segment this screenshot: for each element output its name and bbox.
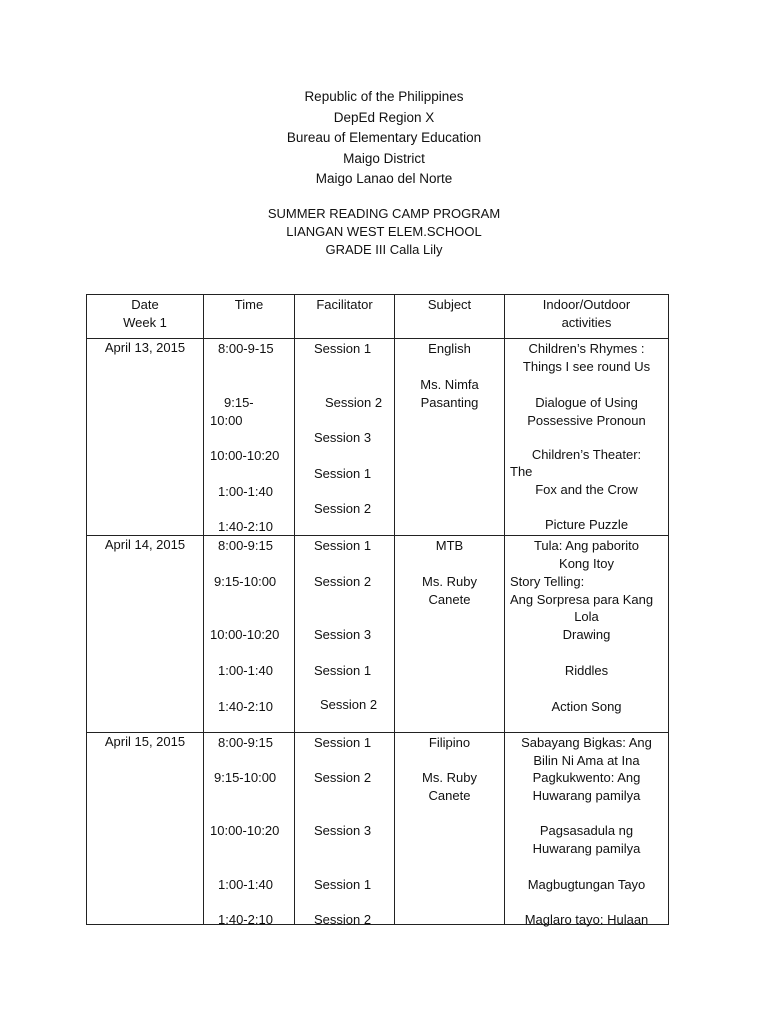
time-slot: 8:00-9-15 [218, 341, 274, 356]
activity-line: Pagkukwento: Ang [532, 770, 641, 785]
activity-line: Children’s Theater: [531, 447, 642, 462]
activity-line: The [510, 464, 533, 479]
activity-line: Huwarang pamilya [532, 788, 641, 803]
session-label: Session 2 [314, 574, 372, 589]
activity-line: Bilin Ni Ama at Ina [533, 753, 640, 768]
header-activities-label: Indoor/Outdoor [542, 297, 631, 312]
subject-name: English [428, 341, 471, 356]
activity-line: Lola [574, 609, 599, 624]
activities-cell [505, 536, 669, 733]
table-row [87, 339, 669, 536]
session-label: Session 1 [314, 877, 372, 892]
header-line-location: Maigo Lanao del Norte [315, 171, 453, 186]
activity-line: Drawing [562, 627, 611, 642]
teacher-surname: Canete [428, 592, 471, 607]
header-line-bureau: Bureau of Elementary Education [286, 130, 482, 145]
activity-line: Things I see round Us [522, 359, 651, 374]
session-label: Session 1 [314, 663, 372, 678]
table-header-row [87, 295, 669, 339]
time-slot: 1:40-2:10 [218, 519, 273, 534]
date-text: April 14, 2015 [104, 537, 186, 552]
activity-line: Dialogue of Using [535, 395, 638, 410]
subject-name: MTB [435, 538, 464, 553]
activity-line: Pagsasadula ng [539, 823, 634, 838]
time-slot: 10:00 [210, 413, 243, 428]
header-facilitator-label: Facilitator [316, 297, 373, 312]
activity-line: Kong Itoy [559, 556, 614, 571]
time-slot: 9:15-10:00 [214, 770, 277, 785]
session-label: Session 3 [314, 823, 372, 838]
activities-cell [505, 733, 669, 925]
document-header [0, 87, 768, 190]
activity-line: Picture Puzzle [544, 517, 629, 532]
facilitator-cell [295, 536, 395, 733]
header-facilitator [295, 295, 395, 339]
session-label: Session 2 [314, 501, 372, 516]
time-slot: 10:00-10:20 [210, 627, 280, 642]
time-slot: 8:00-9:15 [218, 735, 273, 750]
header-date [87, 295, 204, 339]
session-label: Session 3 [314, 627, 372, 642]
activity-line: Sabayang Bigkas: Ang [521, 735, 652, 750]
session-label: Session 2 [320, 697, 378, 712]
header-subject [395, 295, 505, 339]
header-activities-label-2: activities [561, 315, 612, 330]
session-label: Session 1 [314, 466, 372, 481]
time-slot: 1:40-2:10 [218, 912, 273, 927]
teacher-name: Ms. Ruby [422, 770, 477, 785]
teacher-name: Ms. Ruby [422, 574, 477, 589]
header-time-label: Time [234, 297, 264, 312]
subject-name: Filipino [428, 735, 471, 750]
session-label: Session 2 [314, 912, 372, 927]
header-line-district: Maigo District [343, 150, 425, 166]
date-cell [87, 339, 204, 536]
table-row [87, 733, 669, 925]
session-label: Session 1 [314, 341, 372, 356]
date-text: April 15, 2015 [104, 734, 186, 749]
activity-line: Maglaro tayo: Hulaan [524, 912, 649, 927]
header-time [204, 295, 295, 339]
subject-cell [395, 536, 505, 733]
time-slot: 10:00-10:20 [210, 823, 280, 838]
session-label: Session 2 [325, 395, 383, 410]
program-title: SUMMER READING CAMP PROGRAM [267, 206, 501, 221]
header-line-region: DepEd Region X [333, 109, 435, 125]
time-slot: 9:15- [224, 395, 254, 410]
activity-line: Action Song [551, 699, 622, 714]
header-week-label: Week 1 [123, 315, 167, 330]
header-subject-label: Subject [427, 297, 472, 312]
teacher-surname: Pasanting [420, 395, 479, 410]
activity-line: Huwarang pamilya [532, 841, 641, 856]
session-label: Session 1 [314, 538, 372, 553]
activity-line: Ang Sorpresa para Kang [510, 592, 654, 607]
activity-line: Children’s Rhymes : [528, 341, 645, 356]
teacher-name: Ms. Nimfa [420, 377, 479, 392]
facilitator-cell [295, 339, 395, 536]
activity-line: Story Telling: [510, 574, 585, 589]
activities-cell [505, 339, 669, 536]
subject-cell [395, 339, 505, 536]
facilitator-cell [295, 733, 395, 925]
time-slot: 1:00-1:40 [218, 877, 273, 892]
schedule-table [86, 294, 669, 925]
date-cell [87, 733, 204, 925]
program-title-block [0, 205, 768, 259]
date-cell [87, 536, 204, 733]
time-slot: 9:15-10:00 [214, 574, 277, 589]
time-cell [204, 733, 295, 925]
activity-line: Tula: Ang paborito [533, 538, 640, 553]
activity-line: Magbugtungan Tayo [527, 877, 646, 892]
time-cell [204, 536, 295, 733]
session-label: Session 3 [314, 430, 372, 445]
time-slot: 10:00-10:20 [210, 448, 280, 463]
time-cell [204, 339, 295, 536]
date-text: April 13, 2015 [104, 340, 186, 355]
activity-line: Fox and the Crow [535, 482, 638, 497]
time-slot: 8:00-9:15 [218, 538, 273, 553]
table-row [87, 536, 669, 733]
header-line-country: Republic of the Philippines [304, 89, 464, 104]
grade-section: GRADE III Calla Lily [325, 242, 443, 257]
school-name: LIANGAN WEST ELEM.SCHOOL [286, 224, 482, 239]
header-activities [505, 295, 669, 339]
time-slot: 1:40-2:10 [218, 699, 273, 714]
header-date-label: Date [131, 297, 159, 312]
session-label: Session 2 [314, 770, 372, 785]
session-label: Session 1 [314, 735, 372, 750]
activity-line: Riddles [564, 663, 609, 678]
time-slot: 1:00-1:40 [218, 484, 273, 499]
time-slot: 1:00-1:40 [218, 663, 273, 678]
subject-cell [395, 733, 505, 925]
activity-line: Possessive Pronoun [527, 413, 646, 428]
teacher-surname: Canete [428, 788, 471, 803]
